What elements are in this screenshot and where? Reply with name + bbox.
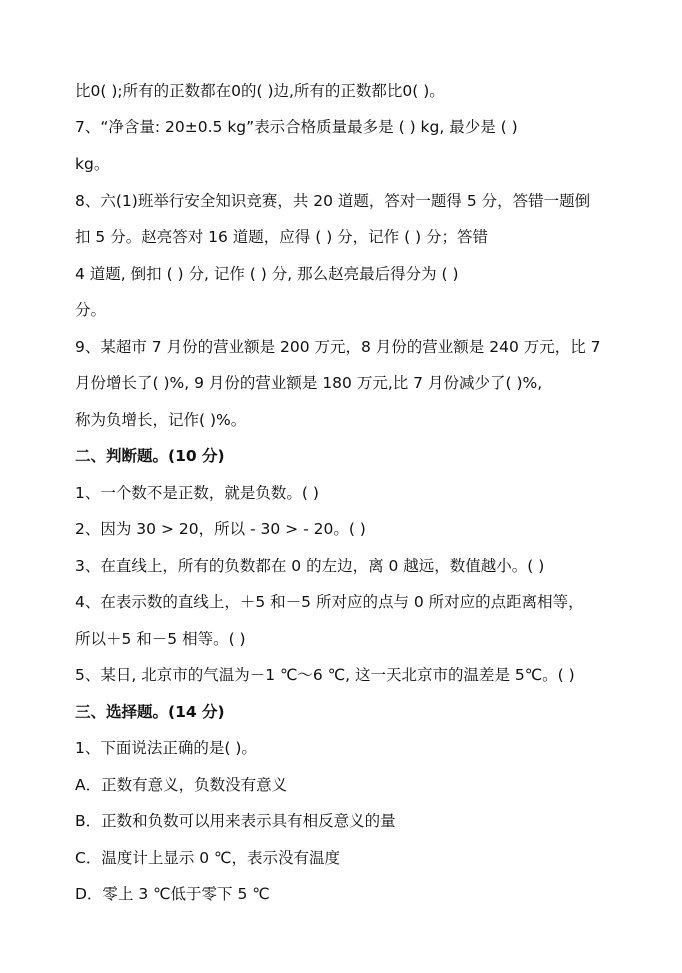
option-c: C．温度计上显示 0 ℃，表示没有温度 [75, 849, 340, 867]
text-line: 2、因为 30 > 20，所以 - 30 > - 20。( ) [75, 520, 366, 538]
text-line: 分。 [75, 301, 107, 319]
text-line: 扣 5 分。赵亮答对 16 道题，应得 ( ) 分，记作 ( ) 分；答错 [75, 228, 489, 246]
option-a: A．正数有意义，负数没有意义 [75, 776, 288, 794]
text-line: 9、某超市 7 月份的营业额是 200 万元，8 月份的营业额是 240 万元，比 7 [75, 338, 601, 356]
option-b: B．正数和负数可以用来表示具有相反意义的量 [75, 812, 396, 830]
text-line: 7、“净含量: 20±0.5 kg”表示合格质量最多是 ( ) kg, 最少是 ( ) [75, 118, 518, 136]
text-line: 4、在表示数的直线上，＋5 和－5 所对应的点与 0 所对应的点距离相等， [75, 593, 584, 611]
text-line: 所以＋5 和－5 相等。( ) [75, 630, 246, 648]
section-heading-judgment: 二、判断题。(10 分) [75, 447, 225, 465]
option-d: D．零上 3 ℃低于零下 5 ℃ [75, 885, 270, 903]
text-line: 3、在直线上，所有的负数都在 0 的左边，离 0 越远，数值越小。( ) [75, 557, 545, 575]
text-line: 1、一个数不是正数，就是负数。( ) [75, 484, 319, 502]
text-line: 8、六(1)班举行安全知识竞赛，共 20 道题，答对一题得 5 分，答错一题倒 [75, 192, 591, 210]
text-line: 称为负增长，记作( )%。 [75, 411, 247, 429]
section-heading-choice: 三、选择题。(14 分) [75, 703, 225, 721]
text-line: kg。 [75, 155, 110, 173]
text-line: 5、某日, 北京市的气温为－1 ℃～6 ℃, 这一天北京市的温差是 5℃。( ) [75, 666, 575, 684]
text-line: 1、下面说法正确的是( )。 [75, 739, 257, 757]
text-line: 月份增长了( )%, 9 月份的营业额是 180 万元,比 7 月份减少了( )%, [75, 374, 543, 392]
text-line: 4 道题, 倒扣 ( ) 分, 记作 ( ) 分, 那么赵亮最后得分为 ( ) [75, 265, 459, 283]
text-line: 比0( );所有的正数都在0的( )边,所有的正数都比0( )。 [75, 82, 445, 100]
